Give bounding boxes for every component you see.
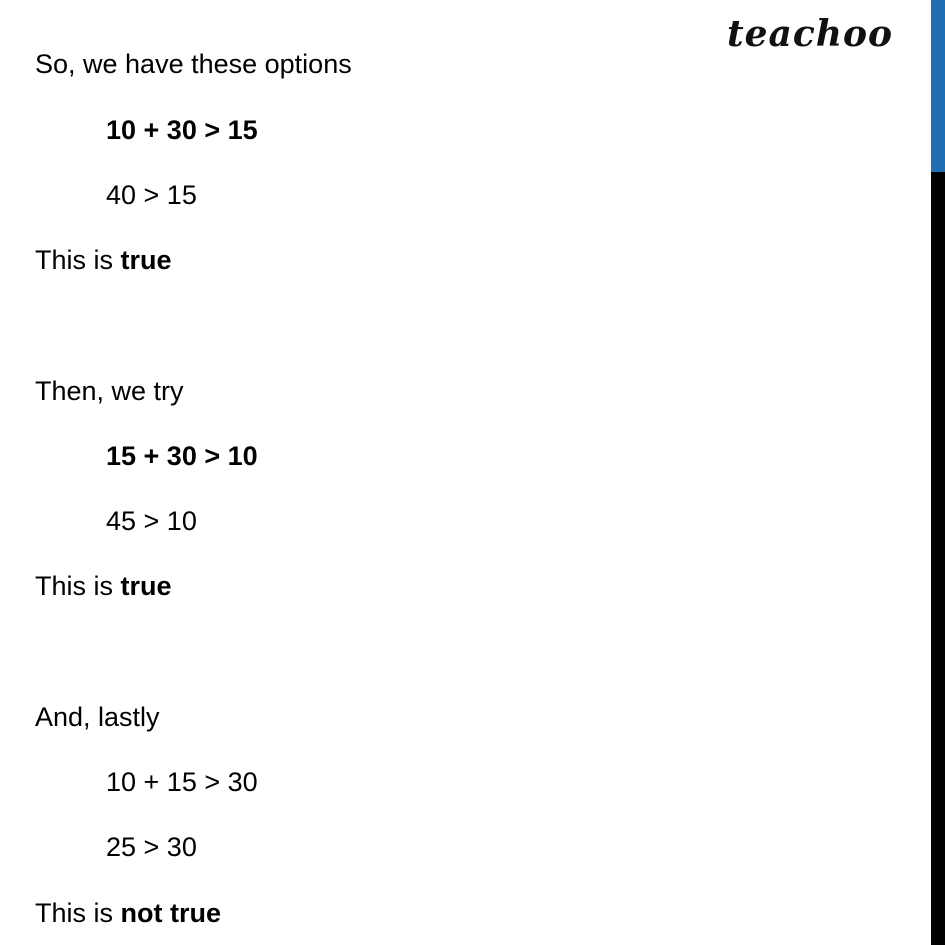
conclusion-value: true [120, 571, 172, 601]
side-bar-accent [931, 0, 945, 172]
side-bar [931, 0, 945, 945]
option3-conclusion [35, 897, 221, 929]
conclusion-prefix: This is [35, 571, 121, 601]
conclusion-value: not true [120, 898, 222, 928]
option2-conclusion [35, 570, 172, 602]
option1-conclusion [35, 244, 172, 276]
option3-intro: And, lastly [35, 702, 160, 732]
conclusion-value: true [120, 245, 172, 275]
teachoo-logo: teachoo [727, 13, 893, 55]
intro-text: So, we have these options [35, 49, 352, 79]
conclusion-prefix: This is [35, 898, 121, 928]
option1-expression: 10 + 30 > 15 [106, 115, 258, 145]
option2-intro: Then, we try [35, 376, 184, 406]
option3-result: 25 > 30 [106, 832, 197, 862]
conclusion-prefix: This is [35, 245, 121, 275]
option2-result: 45 > 10 [106, 506, 197, 536]
option2-expression: 15 + 30 > 10 [106, 441, 258, 471]
option3-expression: 10 + 15 > 30 [106, 767, 258, 797]
option1-result: 40 > 15 [106, 180, 197, 210]
